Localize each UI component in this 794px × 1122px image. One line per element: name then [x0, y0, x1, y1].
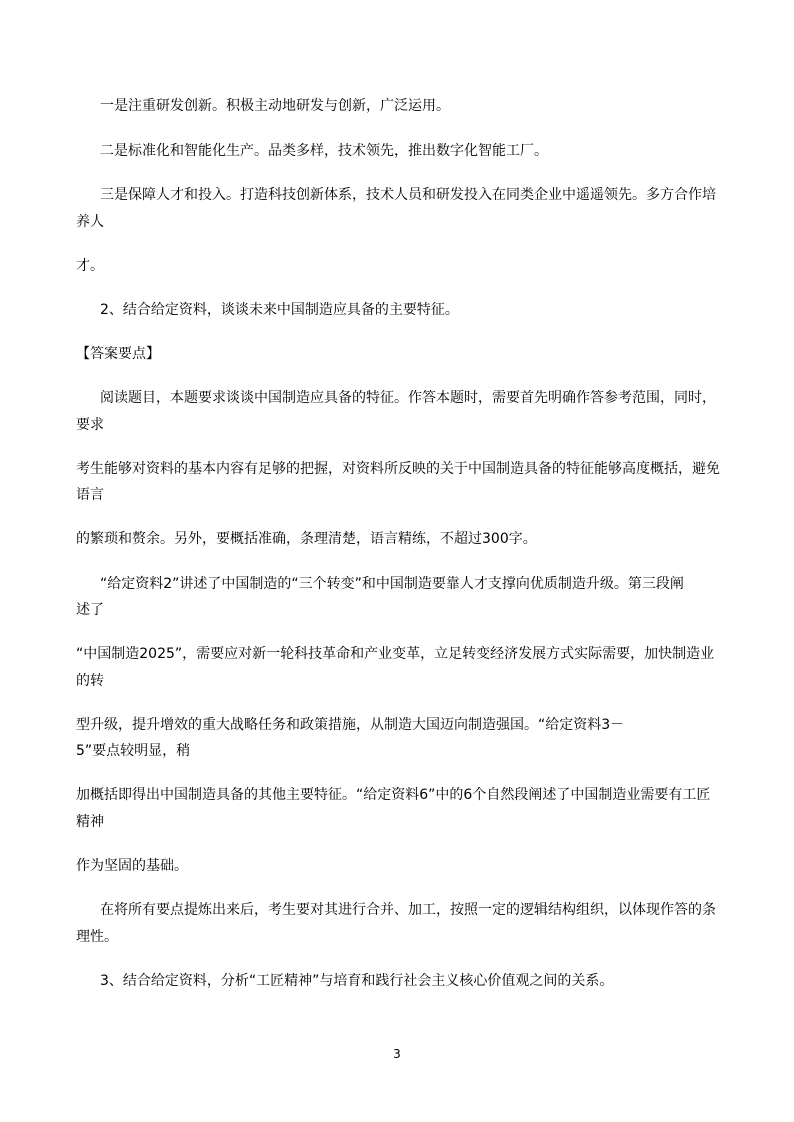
- paragraph-line: 阅读题目，本题要求谈谈中国制造应具备的特征。作答本题时，需要首先明确作答参考范围，同时，: [100, 390, 716, 406]
- paragraph-line: 型升级，提升增效的重大战略任务和政策措施，从制造大国迈向制造强国。“给定资料3－: [76, 717, 625, 733]
- paragraph-line: 才。: [76, 258, 104, 274]
- page-number: 3: [393, 1047, 401, 1061]
- paragraph-line: 三是保障人才和投入。打造科技创新体系，技术人员和研发投入在同类企业中遥遥领先。多方合作培: [100, 187, 716, 203]
- answer-heading: 【答案要点】: [76, 346, 160, 362]
- paragraph-line: 加概括即得出中国制造具备的其他主要特征。“给定资料6”中的6个自然段阐述了中国制造业需要有工匠: [76, 787, 711, 803]
- paragraph-line: 二是标准化和智能化生产。品类多样，技术领先，推出数字化智能工厂。: [100, 143, 548, 159]
- paragraph-line: 语言: [76, 487, 104, 503]
- paragraph-line: “给定资料2”讲述了中国制造的“三个转变”和中国制造要靠人才支撑向优质制造升级。第三段阐: [100, 576, 684, 592]
- paragraph-line: 考生能够对资料的基本内容有足够的把握，对资料所反映的关于中国制造具备的特征能够高度概括，避免: [76, 461, 720, 477]
- paragraph-line: 5”要点较明显，稍: [76, 743, 191, 759]
- paragraph-line: 述了: [76, 602, 104, 618]
- paragraph-line: 要求: [76, 417, 104, 433]
- paragraph-line: “中国制造2025”，需要应对新一轮科技革命和产业变革，立足转变经济发展方式实际需要，加快制造业: [76, 646, 715, 662]
- paragraph-line: 养人: [76, 214, 104, 230]
- paragraph-line: 理性。: [76, 929, 118, 945]
- paragraph-line: 一是注重研发创新。积极主动地研发与创新，广泛运用。: [100, 98, 450, 114]
- paragraph-line: 精神: [76, 814, 104, 830]
- paragraph-line: 的繁琐和赘余。另外，要概括准确，条理清楚，语言精练，不超过300字。: [76, 531, 537, 547]
- question-heading: 3、结合给定资料，分析“工匠精神”与培育和践行社会主义核心价值观之间的关系。: [100, 973, 614, 989]
- paragraph-line: 作为坚固的基础。: [76, 858, 188, 874]
- paragraph-line: 在将所有要点提炼出来后，考生要对其进行合并、加工，按照一定的逻辑结构组织，以体现作答的条: [100, 902, 716, 918]
- paragraph-line: 的转: [76, 673, 104, 689]
- question-heading: 2、结合给定资料，谈谈未来中国制造应具备的主要特征。: [100, 302, 459, 318]
